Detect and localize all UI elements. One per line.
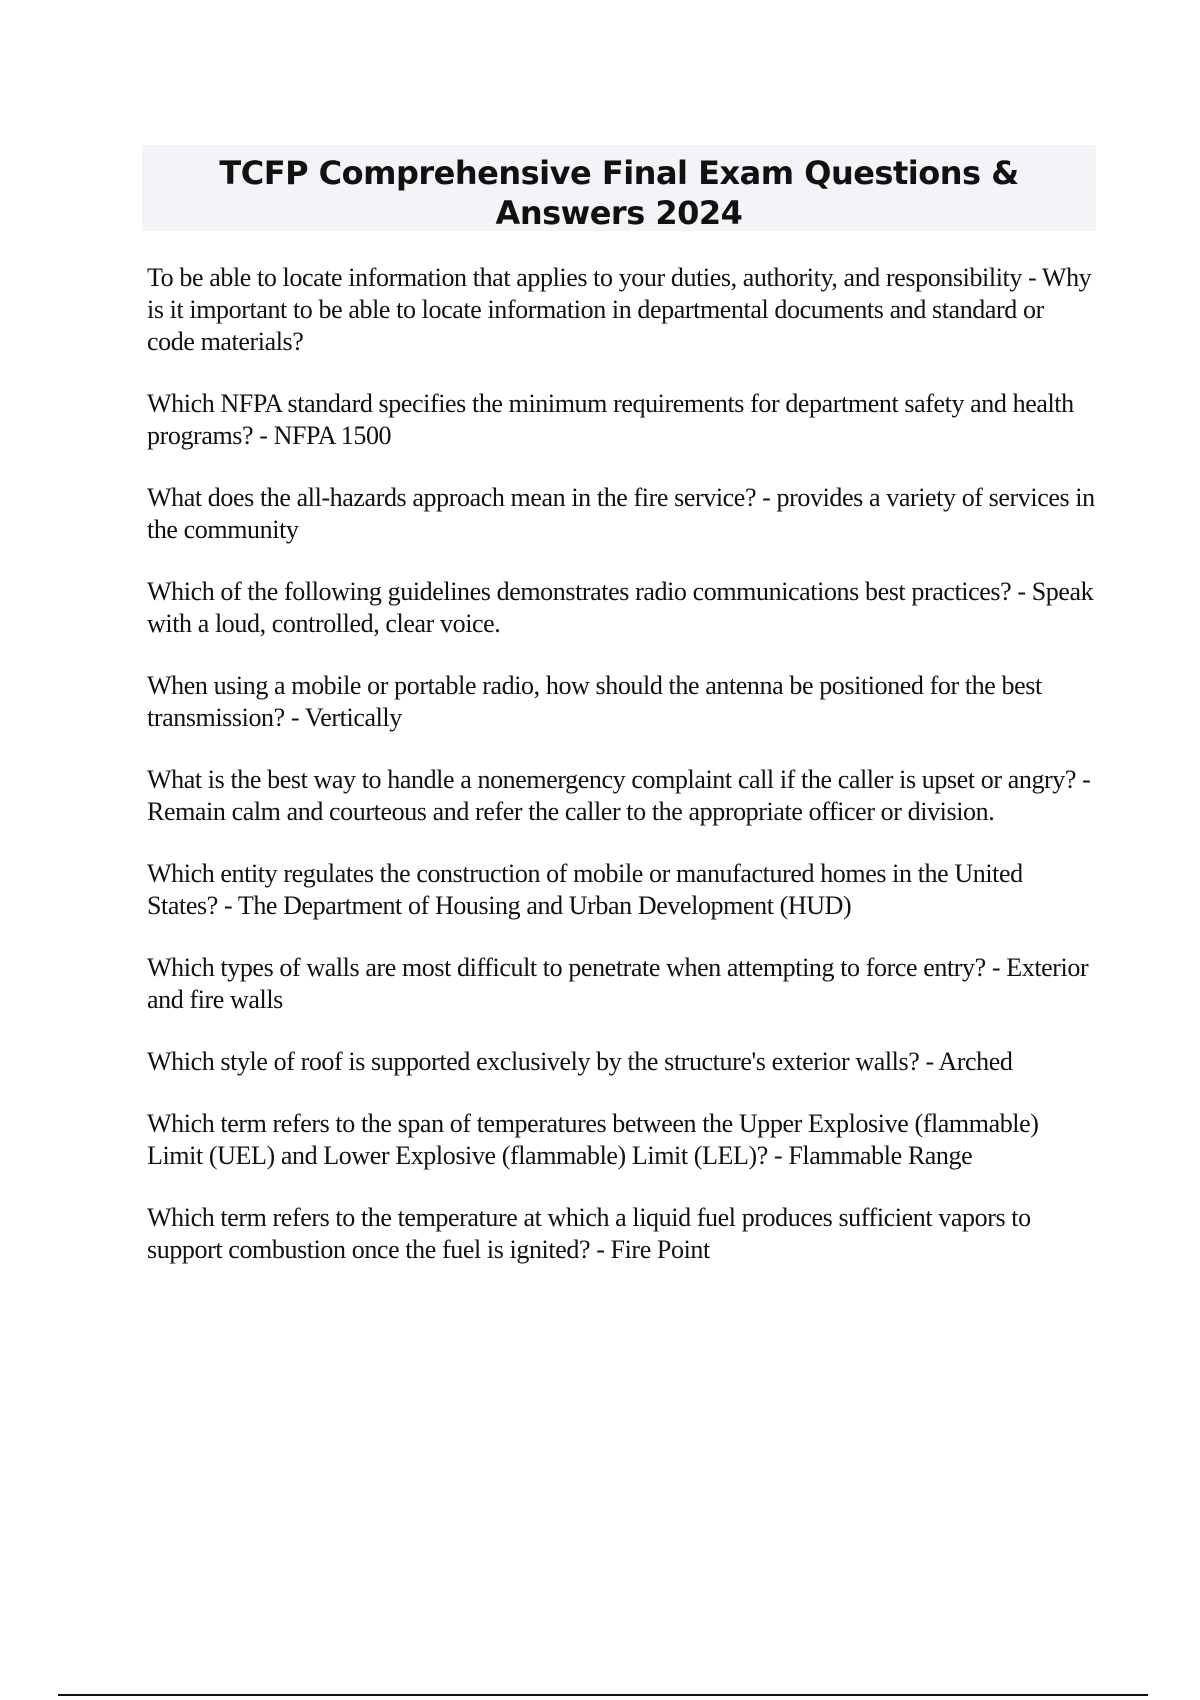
qa-item: Which types of walls are most difficult to penetrate when attempting to force entry? - Exterior and fire walls: [147, 953, 1089, 1014]
footer-divider: [58, 1694, 1148, 1696]
qa-item: Which of the following guidelines demonstrates radio communications best practices? - Speak with a loud, controlled, clear voice.: [147, 577, 1094, 638]
qa-item: Which term refers to the temperature at which a liquid fuel produces sufficient vapors to support combustion once the fuel is ignited? - Fire Point: [147, 1203, 1031, 1264]
question-answer-list: [147, 262, 1097, 1296]
qa-item: Which entity regulates the construction of mobile or manufactured homes in the United States? - The Department of Housing and Urban Development (HUD): [147, 859, 1023, 920]
qa-item: When using a mobile or portable radio, how should the antenna be positioned for the best transmission? - Vertically: [147, 671, 1042, 732]
title-banner: [142, 145, 1096, 231]
qa-item: What is the best way to handle a nonemergency complaint call if the caller is upset or angry? - Remain calm and courteous and refer the caller to the appropriate officer or division.: [147, 765, 1091, 826]
qa-item: Which NFPA standard specifies the minimum requirements for department safety and health programs? - NFPA 1500: [147, 389, 1074, 450]
qa-item: What does the all-hazards approach mean in the fire service? - provides a variety of services in the community: [147, 483, 1095, 544]
qa-item: To be able to locate information that applies to your duties, authority, and responsibility - Why is it important to be able to locate information in departmental documents and standard or code materials?: [147, 263, 1092, 356]
qa-item: Which style of roof is supported exclusively by the structure's exterior walls? - Arched: [147, 1047, 1013, 1076]
qa-item: Which term refers to the span of temperatures between the Upper Explosive (flammable) Limit (UEL) and Lower Explosive (flammable) Limit (LEL)? - Flammable Range: [147, 1109, 1039, 1170]
document-title: TCFP Comprehensive Final Exam Questions & Answers 2024: [219, 154, 1019, 232]
